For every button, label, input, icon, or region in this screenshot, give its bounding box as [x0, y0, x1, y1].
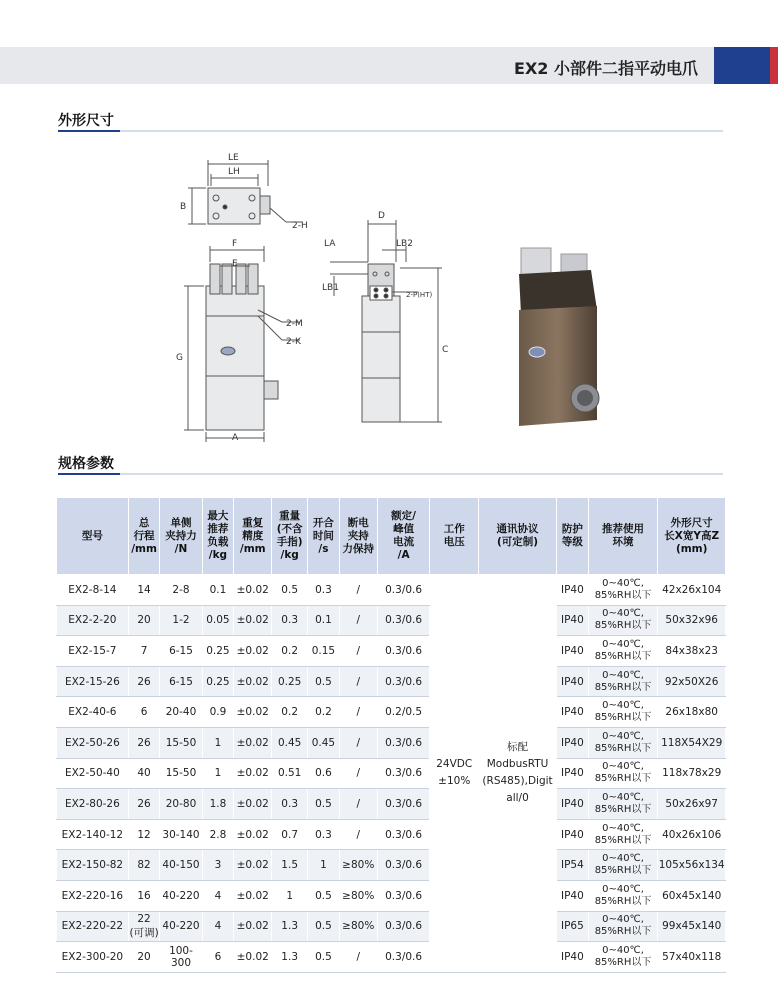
- header-stroke: 总 行程 /mm: [128, 498, 160, 575]
- cell-force: 6-15: [160, 636, 202, 667]
- cell-current: 0.3/0.6: [377, 605, 430, 636]
- cell-weight: 1.3: [272, 911, 308, 942]
- cell-precision: ±0.02: [234, 758, 272, 789]
- cell-model: EX2-140-12: [57, 819, 129, 850]
- cell-stroke: 20: [128, 605, 160, 636]
- cell-stroke: 26: [128, 727, 160, 758]
- cell-ip: IP65: [557, 911, 589, 942]
- cell-env: 0~40℃, 85%RH以下: [588, 666, 658, 697]
- cell-precision: ±0.02: [234, 605, 272, 636]
- cell-ip: IP40: [557, 636, 589, 667]
- cell-model: EX2-150-82: [57, 850, 129, 881]
- table-row: [57, 727, 726, 758]
- table-row: [57, 942, 726, 973]
- cell-hold: /: [339, 758, 377, 789]
- dim-label-lb1: LB1: [322, 283, 339, 293]
- cell-time: 0.2: [308, 697, 340, 728]
- cell-time: 1: [308, 850, 340, 881]
- cell-time: 0.5: [308, 911, 340, 942]
- cell-env: 0~40℃, 85%RH以下: [588, 636, 658, 667]
- cell-time: 0.1: [308, 605, 340, 636]
- dim-label-2p: 2-P(HT): [406, 291, 433, 299]
- dim-label-c: C: [442, 345, 449, 355]
- spec-table-header-row: [57, 498, 726, 575]
- header-size: 外形尺寸 长X宽Y高Z (mm): [658, 498, 726, 575]
- cell-model: EX2-50-26: [57, 727, 129, 758]
- cell-stroke: 16: [128, 880, 160, 911]
- cell-env: 0~40℃, 85%RH以下: [588, 850, 658, 881]
- header-force: 单侧 夹持力 /N: [160, 498, 202, 575]
- cell-size: 92x50X26: [658, 666, 726, 697]
- cell-precision: ±0.02: [234, 789, 272, 820]
- header-voltage: 工作 电压: [430, 498, 479, 575]
- cell-stroke: 26: [128, 789, 160, 820]
- cell-env: 0~40℃, 85%RH以下: [588, 942, 658, 973]
- cell-weight: 1.5: [272, 850, 308, 881]
- cell-size: 42x26x104: [658, 575, 726, 606]
- header-time: 开合 时间 /s: [308, 498, 340, 575]
- cell-current: 0.3/0.6: [377, 789, 430, 820]
- header-weight: 重量 (不含 手指) /kg: [272, 498, 308, 575]
- cell-precision: ±0.02: [234, 850, 272, 881]
- dim-label-2h: 2-H: [292, 221, 308, 231]
- cell-current: 0.3/0.6: [377, 575, 430, 606]
- cell-size: 118X54X29: [658, 727, 726, 758]
- cell-weight: 1.3: [272, 942, 308, 973]
- table-row: [57, 819, 726, 850]
- table-row: [57, 911, 726, 942]
- header-load: 最大 推荐 负载 /kg: [202, 498, 234, 575]
- table-row: [57, 880, 726, 911]
- cell-model: EX2-220-22: [57, 911, 129, 942]
- table-row: [57, 697, 726, 728]
- cell-env: 0~40℃, 85%RH以下: [588, 819, 658, 850]
- technical-drawing: [170, 146, 460, 446]
- cell-stroke: 22 (可调): [128, 911, 160, 942]
- cell-force: 40-220: [160, 880, 202, 911]
- header-model: 型号: [57, 498, 129, 575]
- dim-label-2m: 2-M: [286, 319, 303, 329]
- cell-force: 2-8: [160, 575, 202, 606]
- cell-precision: ±0.02: [234, 666, 272, 697]
- cell-model: EX2-80-26: [57, 789, 129, 820]
- cell-load: 0.9: [202, 697, 234, 728]
- cell-force: 40-220: [160, 911, 202, 942]
- cell-load: 1: [202, 727, 234, 758]
- cell-precision: ±0.02: [234, 911, 272, 942]
- cell-model: EX2-220-16: [57, 880, 129, 911]
- cell-current: 0.3/0.6: [377, 911, 430, 942]
- cell-ip: IP54: [557, 850, 589, 881]
- cell-model: EX2-8-14: [57, 575, 129, 606]
- cell-env: 0~40℃, 85%RH以下: [588, 575, 658, 606]
- cell-hold: /: [339, 636, 377, 667]
- dim-label-la: LA: [324, 239, 336, 249]
- page-title: EX2 小部件二指平动电爪: [514, 59, 698, 78]
- cell-force: 1-2: [160, 605, 202, 636]
- cell-precision: ±0.02: [234, 636, 272, 667]
- cell-env: 0~40℃, 85%RH以下: [588, 605, 658, 636]
- cell-weight: 0.2: [272, 636, 308, 667]
- cell-hold: /: [339, 727, 377, 758]
- dim-label-lh: LH: [228, 167, 240, 177]
- cell-env: 0~40℃, 85%RH以下: [588, 697, 658, 728]
- cell-stroke: 82: [128, 850, 160, 881]
- cell-force: 6-15: [160, 666, 202, 697]
- cell-ip: IP40: [557, 575, 589, 606]
- header-accent-block: [714, 47, 778, 84]
- cell-ip: IP40: [557, 758, 589, 789]
- cell-load: 4: [202, 911, 234, 942]
- header-current: 额定/ 峰值 电流 /A: [377, 498, 430, 575]
- cell-size: 50x32x96: [658, 605, 726, 636]
- cell-current: 0.3/0.6: [377, 850, 430, 881]
- cell-force: 20-80: [160, 789, 202, 820]
- cell-hold: /: [339, 942, 377, 973]
- header-env: 推荐使用 环境: [588, 498, 658, 575]
- cell-time: 0.6: [308, 758, 340, 789]
- table-row: [57, 789, 726, 820]
- cell-hold: /: [339, 697, 377, 728]
- dim-label-d: D: [378, 211, 385, 221]
- spec-table-body: [57, 575, 726, 973]
- cell-size: 105x56x134: [658, 850, 726, 881]
- cell-force: 15-50: [160, 758, 202, 789]
- cell-time: 0.45: [308, 727, 340, 758]
- cell-weight: 0.5: [272, 575, 308, 606]
- cell-time: 0.3: [308, 575, 340, 606]
- cell-force: 30-140: [160, 819, 202, 850]
- dim-label-le: LE: [228, 153, 239, 163]
- cell-hold: ≥80%: [339, 880, 377, 911]
- product-image: [505, 240, 615, 440]
- cell-time: 0.5: [308, 666, 340, 697]
- cell-current: 0.3/0.6: [377, 819, 430, 850]
- header-ip: 防护 等级: [557, 498, 589, 575]
- cell-force: 15-50: [160, 727, 202, 758]
- table-row: [57, 575, 726, 606]
- cell-hold: ≥80%: [339, 850, 377, 881]
- cell-precision: ±0.02: [234, 727, 272, 758]
- cell-precision: ±0.02: [234, 697, 272, 728]
- cell-env: 0~40℃, 85%RH以下: [588, 758, 658, 789]
- cell-weight: 0.25: [272, 666, 308, 697]
- side-view-body: [362, 296, 400, 422]
- cell-env: 0~40℃, 85%RH以下: [588, 727, 658, 758]
- cell-weight: 1: [272, 880, 308, 911]
- cell-hold: /: [339, 575, 377, 606]
- cell-ip: IP40: [557, 880, 589, 911]
- section-rule-specs: [58, 473, 723, 475]
- cell-model: EX2-15-26: [57, 666, 129, 697]
- front-view-body: [206, 286, 264, 430]
- cell-model: EX2-2-20: [57, 605, 129, 636]
- cell-load: 2.8: [202, 819, 234, 850]
- cell-env: 0~40℃, 85%RH以下: [588, 880, 658, 911]
- cell-stroke: 20: [128, 942, 160, 973]
- spec-table: [56, 497, 726, 973]
- header-accent-red: [770, 47, 778, 84]
- cell-env: 0~40℃, 85%RH以下: [588, 911, 658, 942]
- cell-size: 99x45x140: [658, 911, 726, 942]
- dim-label-lb2: LB2: [396, 239, 413, 249]
- header-hold: 断电 夹持 力保持: [339, 498, 377, 575]
- dim-label-e: E: [232, 259, 238, 269]
- cell-precision: ±0.02: [234, 880, 272, 911]
- cell-load: 0.05: [202, 605, 234, 636]
- cell-weight: 0.3: [272, 789, 308, 820]
- cell-weight: 0.7: [272, 819, 308, 850]
- cell-force: 40-150: [160, 850, 202, 881]
- cell-load: 4: [202, 880, 234, 911]
- cell-time: 0.5: [308, 880, 340, 911]
- cell-load: 0.25: [202, 636, 234, 667]
- cell-env: 0~40℃, 85%RH以下: [588, 789, 658, 820]
- section-rule-dimensions: [58, 130, 723, 132]
- cell-ip: IP40: [557, 605, 589, 636]
- cell-weight: 0.51: [272, 758, 308, 789]
- cell-precision: ±0.02: [234, 942, 272, 973]
- cell-load: 1: [202, 758, 234, 789]
- table-row: [57, 666, 726, 697]
- dim-label-f: F: [232, 239, 238, 249]
- cell-time: 0.5: [308, 942, 340, 973]
- cell-hold: /: [339, 819, 377, 850]
- header-precision: 重复 精度 /mm: [234, 498, 272, 575]
- cell-model: EX2-40-6: [57, 697, 129, 728]
- cell-time: 0.15: [308, 636, 340, 667]
- cell-load: 3: [202, 850, 234, 881]
- cell-current: 0.3/0.6: [377, 727, 430, 758]
- table-row: [57, 758, 726, 789]
- dim-label-a: A: [232, 433, 239, 443]
- cell-load: 0.25: [202, 666, 234, 697]
- cell-ip: IP40: [557, 819, 589, 850]
- cell-ip: IP40: [557, 727, 589, 758]
- cell-current: 0.3/0.6: [377, 666, 430, 697]
- cell-current: 0.2/0.5: [377, 697, 430, 728]
- section-title-specs: 规格参数: [58, 456, 114, 472]
- cell-ip: IP40: [557, 789, 589, 820]
- cell-stroke: 7: [128, 636, 160, 667]
- cell-size: 50x26x97: [658, 789, 726, 820]
- cell-stroke: 40: [128, 758, 160, 789]
- cell-hold: ≥80%: [339, 911, 377, 942]
- cell-size: 84x38x23: [658, 636, 726, 667]
- cell-weight: 0.3: [272, 605, 308, 636]
- cell-hold: /: [339, 605, 377, 636]
- cell-current: 0.3/0.6: [377, 636, 430, 667]
- cell-current: 0.3/0.6: [377, 758, 430, 789]
- cell-model: EX2-50-40: [57, 758, 129, 789]
- cell-model: EX2-15-7: [57, 636, 129, 667]
- cell-hold: /: [339, 789, 377, 820]
- table-row: [57, 850, 726, 881]
- table-row: [57, 636, 726, 667]
- cell-precision: ±0.02: [234, 819, 272, 850]
- cell-load: 6: [202, 942, 234, 973]
- dim-label-2k: 2-K: [286, 337, 301, 347]
- cell-stroke: 14: [128, 575, 160, 606]
- cell-current: 0.3/0.6: [377, 880, 430, 911]
- cell-voltage: 24VDC ±10%: [430, 575, 479, 973]
- cell-load: 1.8: [202, 789, 234, 820]
- cell-stroke: 26: [128, 666, 160, 697]
- cell-ip: IP40: [557, 697, 589, 728]
- cell-time: 0.3: [308, 819, 340, 850]
- cell-time: 0.5: [308, 789, 340, 820]
- dim-label-b: B: [180, 202, 187, 212]
- cell-ip: IP40: [557, 666, 589, 697]
- cell-model: EX2-300-20: [57, 942, 129, 973]
- dim-label-g: G: [176, 353, 183, 363]
- cell-stroke: 12: [128, 819, 160, 850]
- cell-weight: 0.2: [272, 697, 308, 728]
- cell-force: 20-40: [160, 697, 202, 728]
- header-protocol: 通讯协议 (可定制): [479, 498, 557, 575]
- cell-weight: 0.45: [272, 727, 308, 758]
- cell-load: 0.1: [202, 575, 234, 606]
- cell-size: 26x18x80: [658, 697, 726, 728]
- cell-precision: ±0.02: [234, 575, 272, 606]
- cell-size: 57x40x118: [658, 942, 726, 973]
- cell-size: 40x26x106: [658, 819, 726, 850]
- cell-current: 0.3/0.6: [377, 942, 430, 973]
- cell-ip: IP40: [557, 942, 589, 973]
- cell-protocol: 标配 ModbusRTU (RS485),Digit all/0: [479, 575, 557, 973]
- cell-size: 118x78x29: [658, 758, 726, 789]
- section-title-dimensions: 外形尺寸: [58, 113, 114, 129]
- cell-hold: /: [339, 666, 377, 697]
- cell-stroke: 6: [128, 697, 160, 728]
- cell-force: 100-300: [160, 942, 202, 973]
- table-row: [57, 605, 726, 636]
- cell-size: 60x45x140: [658, 880, 726, 911]
